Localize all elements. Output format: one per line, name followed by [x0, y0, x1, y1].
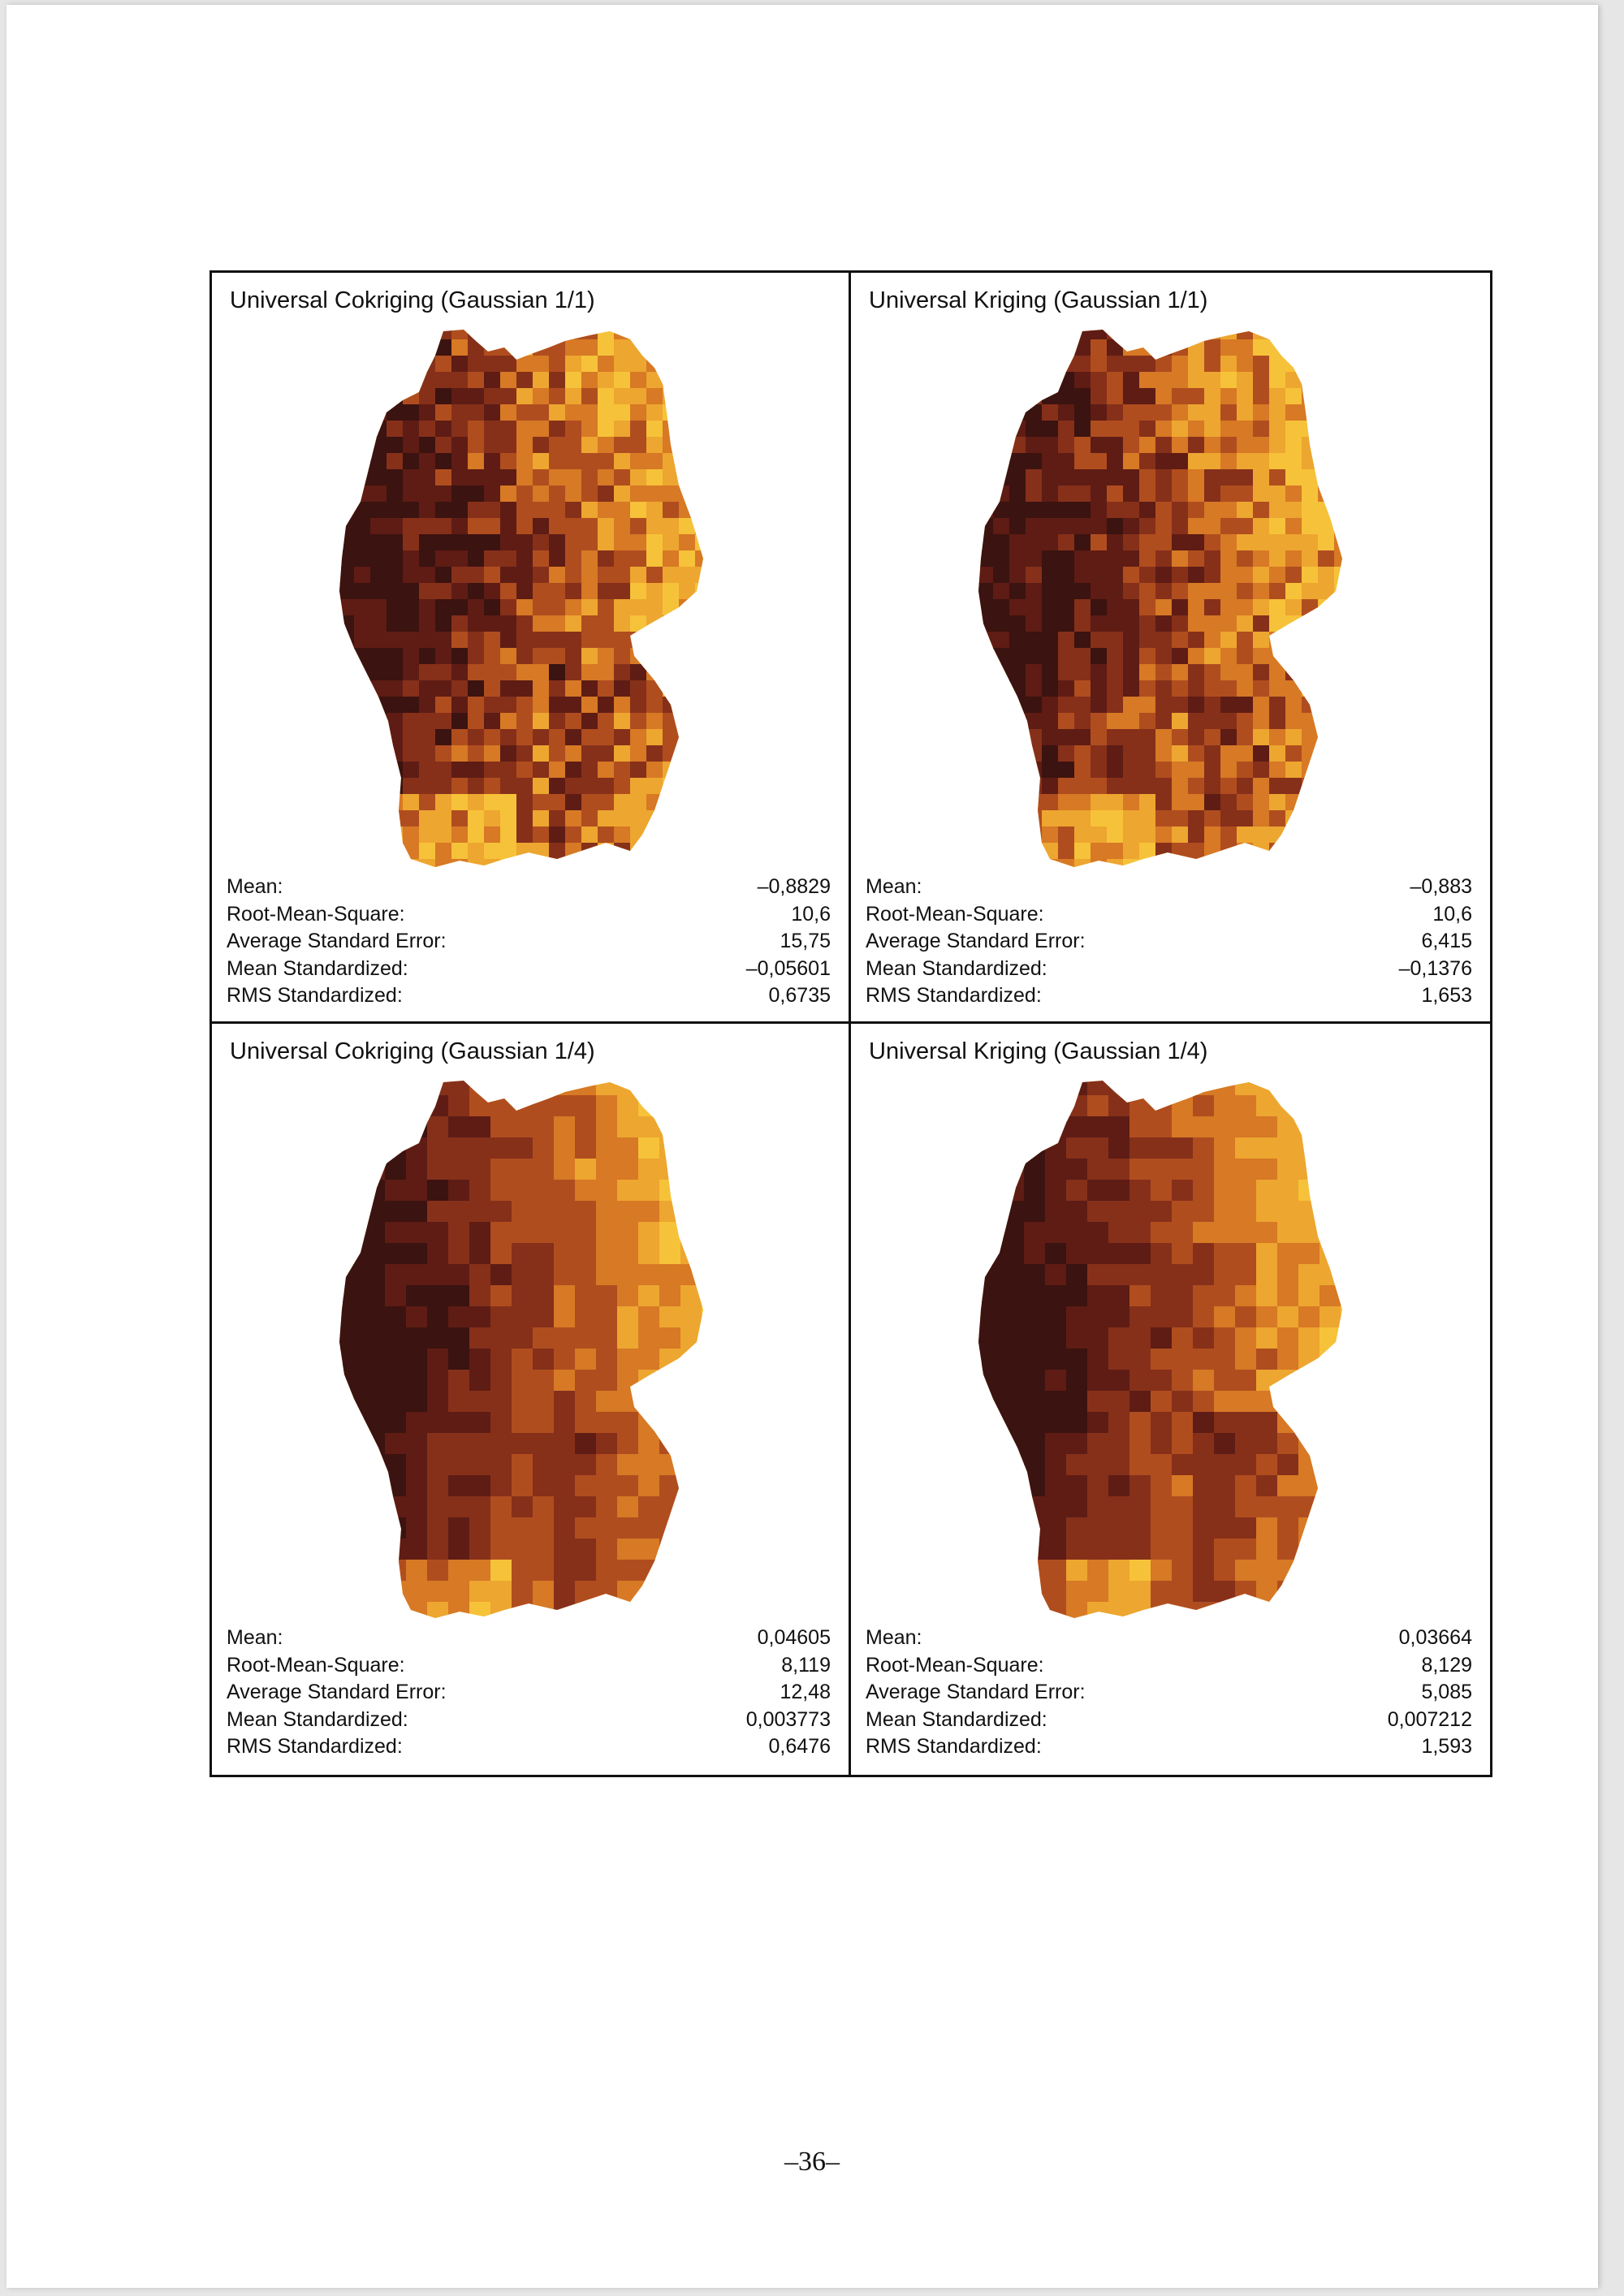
figure-grid — [209, 270, 1492, 1777]
stat-label: Root-Mean-Square: — [227, 902, 405, 926]
stat-value: 0,6735 — [768, 984, 831, 1007]
stat-value: –0,883 — [1410, 875, 1472, 898]
stat-label: Mean Standardized: — [227, 956, 408, 980]
stat-row — [227, 956, 831, 983]
stat-value: 0,6476 — [768, 1735, 831, 1758]
stat-value: 12,48 — [780, 1681, 831, 1703]
page-number: –36– — [784, 2147, 840, 2177]
stat-value: 8,119 — [781, 1653, 831, 1677]
panel-title: Universal Kriging (Gaussian 1/4) — [869, 1038, 1208, 1064]
stat-row — [866, 1707, 1472, 1734]
panel-title: Universal Cokriging (Gaussian 1/4) — [230, 1038, 595, 1064]
stat-row — [227, 1652, 831, 1680]
stats-table — [866, 874, 1472, 1010]
map-svg — [961, 323, 1383, 875]
page — [6, 5, 1598, 2288]
stat-value: 15,75 — [780, 930, 831, 952]
stat-value: 5,085 — [1421, 1681, 1472, 1703]
stat-value: –0,05601 — [745, 956, 831, 980]
stat-label: Average Standard Error: — [227, 930, 447, 952]
stat-label: Mean Standardized: — [866, 956, 1047, 980]
stat-value: 6,415 — [1421, 930, 1472, 952]
stat-label: RMS Standardized: — [866, 984, 1042, 1007]
stat-value: 0,007212 — [1387, 1707, 1472, 1731]
stat-row — [866, 928, 1472, 956]
stat-label: Average Standard Error: — [866, 1681, 1086, 1703]
figure-panel — [212, 273, 851, 1024]
stat-label: Mean: — [866, 875, 922, 898]
stat-label: Average Standard Error: — [227, 1681, 447, 1703]
stat-value: –0,1376 — [1398, 956, 1472, 980]
stat-label: Root-Mean-Square: — [227, 1653, 405, 1677]
stat-row — [227, 928, 831, 956]
figure-panel — [851, 1024, 1490, 1775]
map-svg — [322, 1074, 744, 1626]
stat-row — [866, 874, 1472, 901]
germany-map-image — [961, 1074, 1383, 1626]
stat-label: RMS Standardized: — [227, 984, 403, 1007]
stat-row — [227, 1679, 831, 1707]
stat-row — [866, 1625, 1472, 1652]
stat-label: Mean Standardized: — [227, 1707, 408, 1731]
figure-panel — [212, 1024, 851, 1775]
stat-label: Root-Mean-Square: — [866, 902, 1044, 926]
stat-row — [866, 982, 1472, 1010]
germany-map-image — [322, 323, 744, 875]
panel-title: Universal Kriging (Gaussian 1/1) — [869, 287, 1208, 313]
stats-table — [227, 1625, 831, 1761]
stat-row — [866, 1733, 1472, 1761]
stat-value: 8,129 — [1421, 1653, 1472, 1677]
stat-label: Root-Mean-Square: — [866, 1653, 1044, 1677]
stat-value: 1,593 — [1421, 1735, 1472, 1758]
figure-panel — [851, 273, 1490, 1024]
stat-row — [227, 982, 831, 1010]
stat-row — [227, 1707, 831, 1734]
stat-value: –0,8829 — [757, 875, 831, 898]
stat-row — [227, 1733, 831, 1761]
stat-row — [227, 874, 831, 901]
stat-row — [866, 956, 1472, 983]
stat-label: Average Standard Error: — [866, 930, 1086, 952]
stat-value: 0,003773 — [745, 1707, 831, 1731]
stat-label: Mean: — [227, 875, 283, 898]
stat-row — [866, 1652, 1472, 1680]
stat-value: 0,04605 — [757, 1626, 831, 1649]
stat-row — [227, 1625, 831, 1652]
stat-value: 1,653 — [1421, 984, 1472, 1007]
stat-row — [866, 1679, 1472, 1707]
stat-row — [866, 901, 1472, 929]
stat-value: 10,6 — [1432, 902, 1472, 926]
stat-label: RMS Standardized: — [866, 1735, 1042, 1758]
map-svg — [961, 1074, 1383, 1626]
germany-map-image — [961, 323, 1383, 875]
stat-row — [227, 901, 831, 929]
panel-title: Universal Cokriging (Gaussian 1/1) — [230, 287, 595, 313]
germany-map-image — [322, 1074, 744, 1626]
stats-table — [227, 874, 831, 1010]
stats-table — [866, 1625, 1472, 1761]
stat-value: 10,6 — [791, 902, 831, 926]
stat-label: Mean: — [227, 1626, 283, 1649]
stat-label: Mean Standardized: — [866, 1707, 1047, 1731]
stat-label: RMS Standardized: — [227, 1735, 403, 1758]
stat-value: 0,03664 — [1398, 1626, 1472, 1649]
stat-label: Mean: — [866, 1626, 922, 1649]
map-svg — [322, 323, 744, 875]
